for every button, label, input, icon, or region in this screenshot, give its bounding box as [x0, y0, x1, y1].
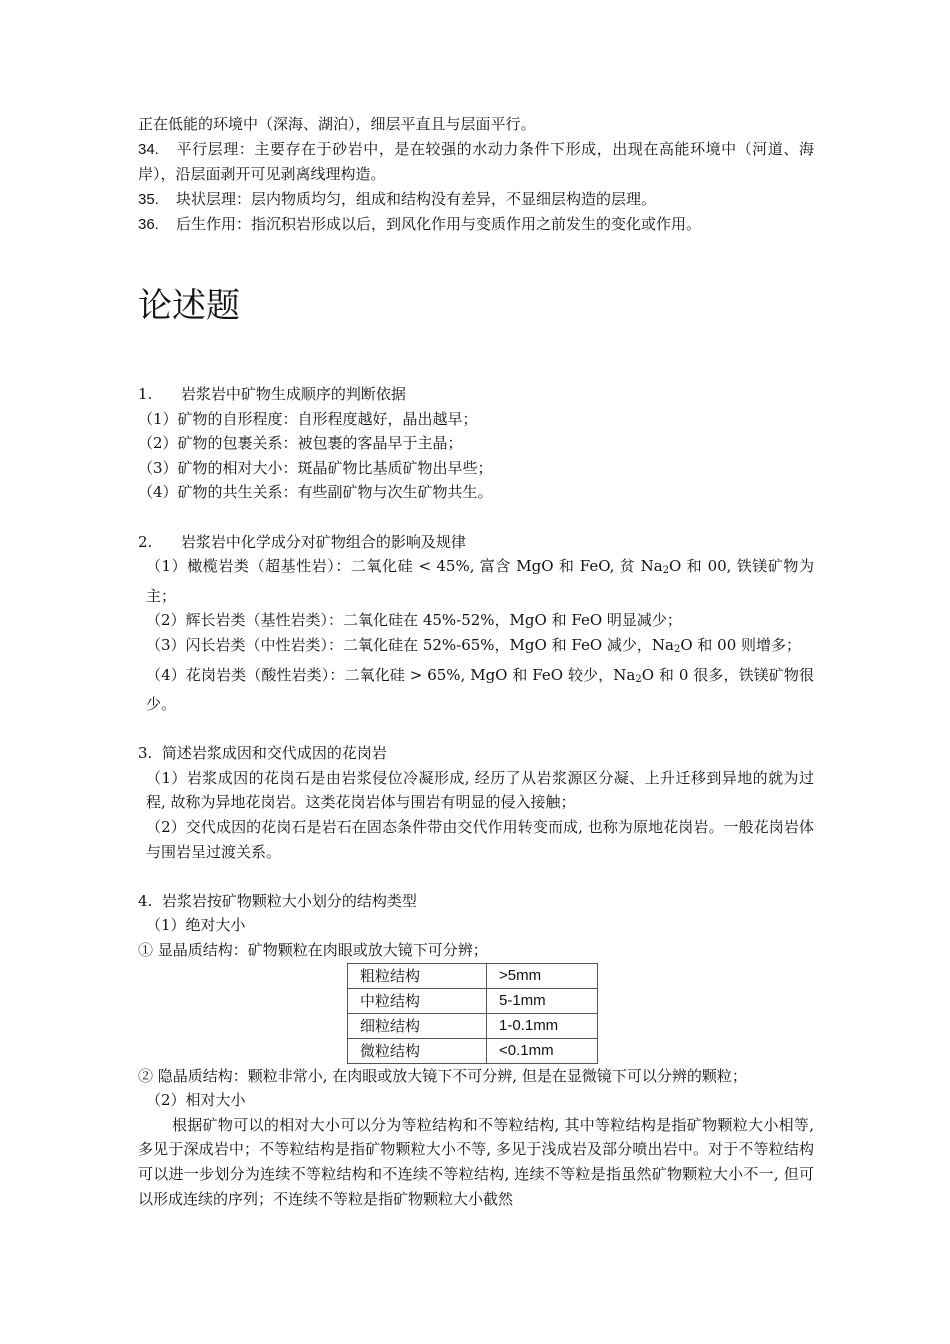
table-cell: 细粒结构 [348, 1013, 487, 1038]
section-heading: 论述题 [138, 286, 240, 325]
question-2-title: 2. 岩浆岩中化学成分对矿物组合的影响及规律 [138, 532, 466, 551]
table-cell: 5-1mm [487, 988, 598, 1013]
term-36 [138, 212, 814, 238]
question-2-item [138, 633, 814, 663]
question-4-title: 4. 岩浆岩按矿物颗粒大小划分的结构类型 [138, 891, 417, 910]
question-2-item [138, 663, 814, 717]
item-text: 后生作用：指沉积岩形成以后，到风化作用与变质作用之前发生的变化或作用。 [176, 215, 702, 234]
question-1-title: 1. 岩浆岩中矿物生成顺序的判断依据 [138, 384, 406, 403]
relative-size-heading: （2）相对大小 [146, 1091, 246, 1110]
subscript: 2 [635, 673, 642, 685]
aphanitic-line: ② 隐晶质结构：颗粒非常小, 在肉眼或放大镜下不可分辨, 但是在显微镜下可以分辨的颗粒； [138, 1066, 747, 1085]
item-text: O 和 0 很多，铁镁矿物很少。 [146, 665, 814, 714]
question-3-item: （1）岩浆成因的花岗石是由岩浆侵位冷凝形成, 经历了从岩浆源区分凝、上升迁移到异地的就为过程, 故称为异地花岗岩。这类花岗岩体与围岩有明显的侵入接触； [146, 768, 814, 812]
grain-size-table [347, 963, 598, 1064]
table-row [348, 988, 598, 1013]
table-row [348, 1038, 598, 1063]
paragraph-continuation: 正在低能的环境中（深海、湖泊），细层平直且与层面平行。 [138, 115, 536, 133]
table-cell: 1-0.1mm [487, 1013, 598, 1038]
table-cell: <0.1mm [487, 1038, 598, 1063]
question-3-item: （2）交代成因的花岗石是岩石在固态条件带由交代作用转变而成, 也称为原地花岗岩。一般花岗岩体与围岩呈过渡关系。 [146, 818, 814, 861]
table-cell: 中粒结构 [348, 988, 487, 1013]
relative-size-paragraph: 根据矿物可以的相对大小可以分为等粒结构和不等粒结构, 其中等粒结构是指矿物颗粒大小相等, 多见于深成岩中；不等粒结构是指矿物颗粒大小不等, 多见于浅成岩及部分喷出岩中。对于不等粒结构可以进一步划分为连续不等粒结构和不连续不等粒结构, 连续不等粒是指虽然矿物颗粒大小不一, 但可以形成连续的序列；不连续不等粒是指矿物颗粒大小截然 [138, 1115, 814, 1208]
table-row [348, 1013, 598, 1038]
term-34 [138, 137, 814, 187]
question-3-title: 3. 简述岩浆成因和交代成因的花岗岩 [138, 744, 387, 763]
item-text: （3）闪长岩类（中性岩类）：二氧化硅在 52%-65%，MgO 和 FeO 减少，Na [146, 635, 674, 654]
item-text: 平行层理：主要存在于砂岩中，是在较强的水动力条件下形成，出现在高能环境中（河道、海岸），沿层面剥开可见剥离线理构造。 [138, 139, 814, 184]
item-number: 35. [138, 190, 159, 208]
subscript: 2 [673, 643, 681, 655]
table-cell: 微粒结构 [348, 1038, 487, 1063]
question-1-item: （3）矿物的相对大小：斑晶矿物比基质矿物出早些； [138, 458, 493, 477]
question-1-item: （4）矿物的共生关系：有些副矿物与次生矿物共生。 [138, 483, 493, 502]
item-text: （4）花岗岩类（酸性岩类）：二氧化硅 > 65%, MgO 和 FeO 较少，Na [146, 665, 636, 684]
document-body [138, 112, 814, 1211]
question-1-item: （2）矿物的包裹关系：被包裹的客晶早于主晶； [138, 434, 463, 453]
term-35 [138, 187, 814, 213]
absolute-size-heading: （1）绝对大小 [146, 916, 246, 935]
item-text: O 和 00, 铁镁矿物为主； [146, 557, 814, 605]
phaneritic-line: ① 显晶质结构：矿物颗粒在肉眼或放大镜下可分辨； [138, 941, 488, 960]
item-number: 34. [138, 140, 159, 158]
table-cell: 粗粒结构 [348, 963, 487, 988]
item-text: （1）橄榄岩类（超基性岩）：二氧化硅 < 45%, 富含 MgO 和 FeO, 贫 Na [146, 557, 663, 576]
subscript: 2 [662, 565, 670, 577]
item-text: O 和 00 则增多； [680, 635, 802, 654]
question-2-item: （2）辉长岩类（基性岩类）：二氧化硅在 45%-52%，MgO 和 FeO 明显减少； [146, 611, 682, 630]
table-cell: >5mm [487, 963, 598, 988]
question-1-item: （1）矿物的自形程度：自形程度越好，晶出越早； [138, 409, 478, 428]
table-row [348, 963, 598, 988]
item-text: 块状层理：层内物质均匀，组成和结构没有差异，不显细层构造的层理。 [176, 189, 657, 208]
item-number: 36. [138, 216, 159, 234]
question-2-item [138, 554, 814, 608]
